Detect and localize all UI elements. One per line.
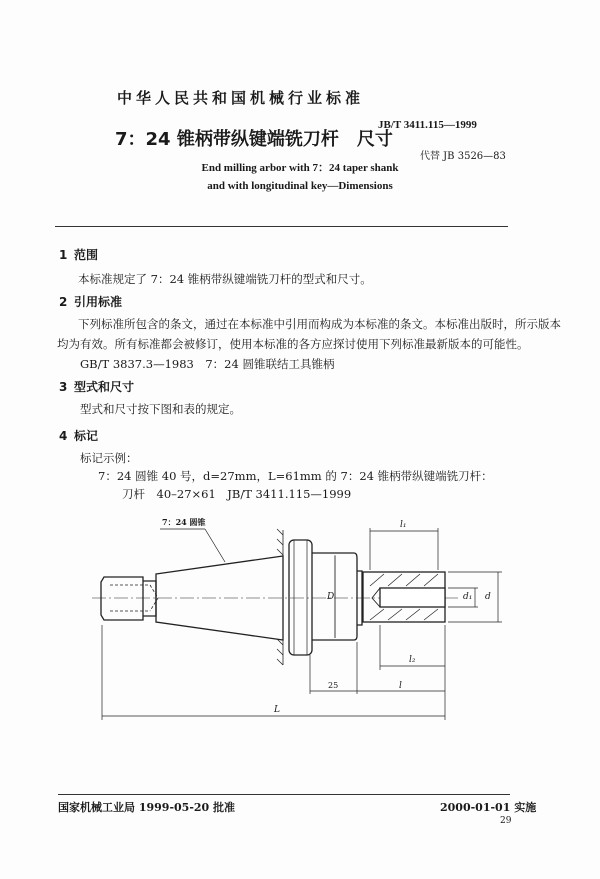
section-1-body: 本标准规定了 7：24 锥柄带纵键端铣刀杆的型式和尺寸。: [78, 272, 372, 286]
dim-D: D: [327, 592, 335, 602]
page-number: 29: [500, 816, 512, 826]
section-4-example: 7：24 圆锥 40 号，d=27mm，L=61mm 的 7：24 锥柄带纵键端铣刀杆：: [98, 469, 493, 483]
section-4-designation: 刀杆 40–27×61 JB/T 3411.115—1999: [122, 487, 352, 501]
bore: [380, 588, 445, 607]
section-3-body: 型式和尺寸按下图和表的规定。: [80, 402, 241, 416]
page-title: 7：24 锥柄带纵键端铣刀杆 尺寸: [115, 129, 393, 150]
section-2-reference: GB/T 3837.3—1983 7：24 圆锥联结工具锥柄: [80, 357, 335, 371]
dim-l1: l₁: [400, 520, 407, 530]
section-4-label: 标记示例：: [80, 451, 138, 465]
flange: [289, 540, 312, 655]
dim-25: 25: [328, 681, 339, 690]
english-title-1: End milling arbor with 7：24 taper shank: [201, 162, 399, 174]
dim-d1: d₁: [463, 592, 473, 602]
section-3-number: 3: [59, 380, 68, 394]
pull-stud-nut: [101, 577, 143, 620]
dim-l: l: [399, 681, 402, 691]
english-title-2: and with longitudinal key—Dimensions: [207, 180, 393, 192]
section-4-number: 4: [59, 429, 68, 443]
dimension-lines: [102, 528, 502, 720]
arbor-body: [312, 553, 357, 640]
standard-code: JB/T 3411.115—1999: [378, 119, 477, 131]
taper-label: 7：24 圆锥: [162, 517, 206, 527]
dim-L: L: [274, 705, 280, 715]
section-2-heading: 引用标准: [74, 295, 123, 309]
section-2-number: 2: [59, 295, 68, 309]
dim-l2: l₂: [409, 655, 416, 665]
section-4-heading: 标记: [74, 429, 99, 443]
section-1-heading: 范围: [74, 248, 99, 262]
section-1-number: 1: [59, 248, 68, 262]
section-3-heading: 型式和尺寸: [74, 380, 135, 394]
section-2-body-line-1: 下列标准所包含的条文，通过在本标准中引用而构成为本标准的条文。本标准出版时，所示版本: [78, 317, 561, 331]
section-2-body-line-2: 均为有效。所有标准都会被修订，使用本标准的各方应探讨使用下列标准最新版本的可能性。: [57, 337, 529, 351]
dim-d: d: [485, 592, 491, 602]
standard-body: 中华人民共和国机械行业标准: [117, 89, 365, 107]
replaces-note: 代替 JB 3526—83: [420, 151, 506, 162]
pull-stud-neck: [143, 581, 156, 616]
footer-divider: [58, 794, 510, 795]
wall-hatching: [277, 529, 283, 665]
effective-date: 2000-01-01 实施: [440, 801, 537, 814]
approval-note: 国家机械工业局 1999-05-20 批准: [58, 801, 236, 814]
